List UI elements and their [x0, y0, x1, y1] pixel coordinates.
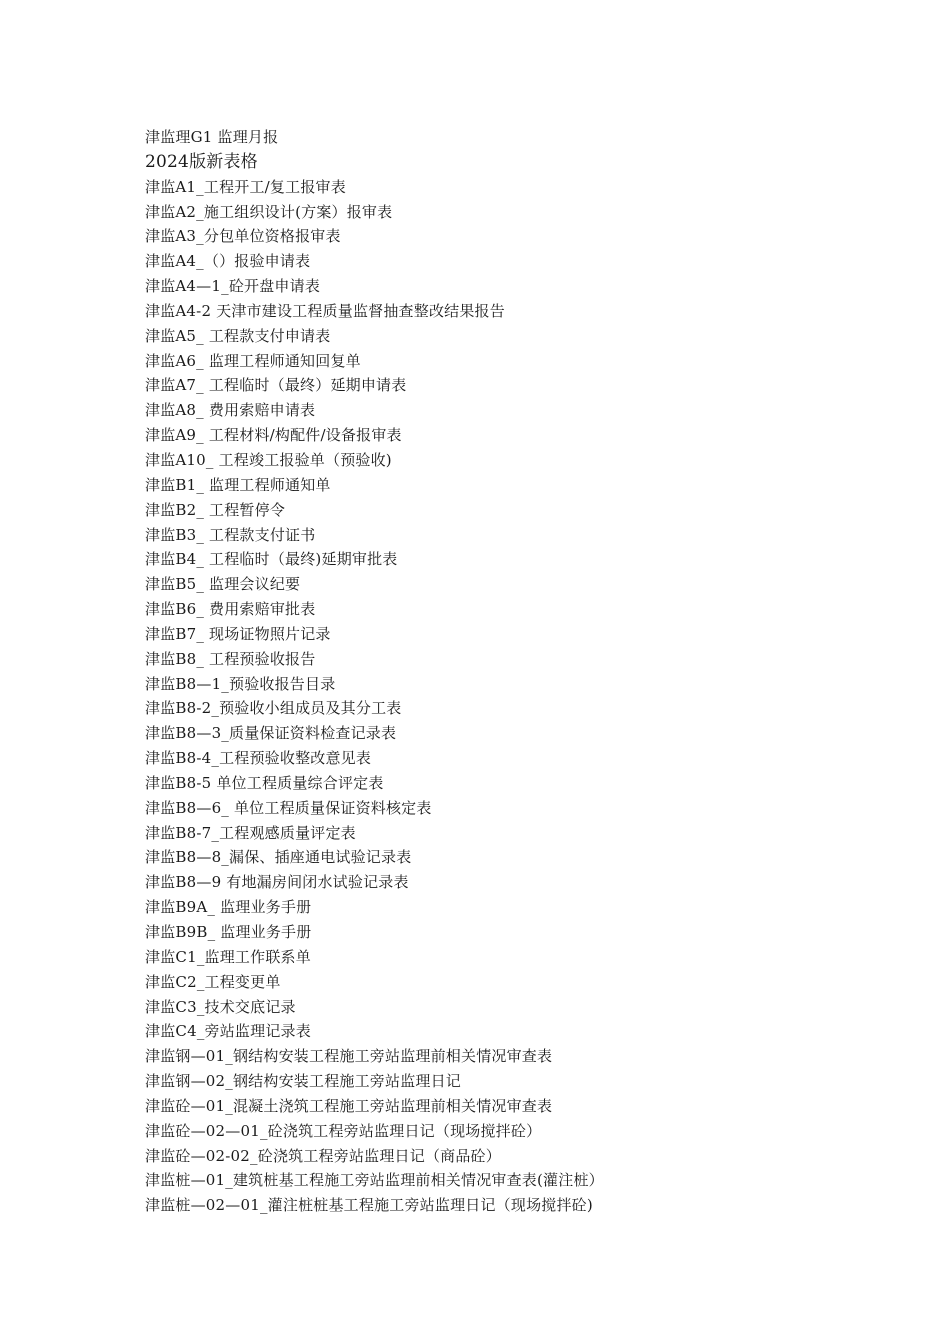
form-list-item: 津监B8—3_质量保证资料检查记录表 [145, 724, 397, 743]
form-list-item: 津监B4_ 工程临时（最终)延期审批表 [145, 550, 398, 569]
form-list-item: 津监A10_ 工程竣工报验单（预验收) [145, 450, 392, 469]
form-list-item: 津监A1_工程开工/复工报审表 [145, 177, 346, 196]
form-list-item: 津监B1_ 监理工程师通知单 [145, 475, 331, 494]
form-list-item: 津监B8—9 有地漏房间闭水试验记录表 [145, 873, 409, 892]
form-list-item: 津监A7_ 工程临时（最终）延期申请表 [145, 376, 407, 395]
form-list-item: 津监桩—01_建筑桩基工程施工旁站监理前相关情况审查表(灌注桩） [145, 1171, 604, 1190]
form-list-item: 津监C1_监理工作联系单 [145, 947, 311, 966]
form-list-item: 津监C3_技术交底记录 [145, 997, 296, 1016]
form-list-item: 津监B3_ 工程款支付证书 [145, 525, 316, 544]
form-list-item: 津监B2_ 工程暂停令 [145, 500, 286, 519]
form-list-item: 津监砼—02-02_砼浇筑工程旁站监理日记（商品砼） [145, 1146, 501, 1165]
form-list-item: 津监砼—02—01_砼浇筑工程旁站监理日记（现场搅拌砼） [145, 1121, 542, 1140]
form-list-item: 津监B8—8_漏保、插座通电试验记录表 [145, 848, 412, 867]
form-list-item: 津监B8-4_工程预验收整改意见表 [145, 749, 372, 768]
form-list-item: 津监C4_旁站监理记录表 [145, 1022, 311, 1041]
form-list-item: 津监A2_施工组织设计(方案）报审表 [145, 202, 393, 221]
form-list-item: 津监A4_（）报验申请表 [145, 252, 311, 271]
form-list-item: 津监C2_工程变更单 [145, 972, 281, 991]
form-list-item: 津监A3_分包单位资格报审表 [145, 227, 341, 246]
form-list-item: 津监砼—01_混凝土浇筑工程施工旁站监理前相关情况审查表 [145, 1096, 553, 1115]
form-list-item: 津监钢—02_钢结构安装工程施工旁站监理日记 [145, 1072, 461, 1091]
form-list-item: 津监B8-5 单位工程质量综合评定表 [145, 773, 384, 792]
form-list-item: 津监B8—6_ 单位工程质量保证资料核定表 [145, 798, 432, 817]
form-list-item: 津监A5_ 工程款支付申请表 [145, 326, 331, 345]
document-content [145, 125, 905, 1218]
form-list-item: 津监B9B_ 监理业务手册 [145, 923, 312, 941]
form-list-item: 津监钢—01_钢结构安装工程施工旁站监理前相关情况审查表 [145, 1047, 553, 1066]
form-list-item: 津监桩—02—01_灌注桩桩基工程施工旁站监理日记（现场搅拌砼) [145, 1196, 593, 1215]
form-list [145, 175, 905, 1218]
form-list-item: 津监A4—1_砼开盘申请表 [145, 277, 321, 296]
form-list-item: 津监B6_ 费用索赔审批表 [145, 600, 316, 619]
form-list-item: 津监A6_ 监理工程师通知回复单 [145, 351, 361, 370]
form-list-item: 津监B8—1_预验收报告目录 [145, 674, 336, 693]
form-list-item: 津监A8_ 费用索赔申请表 [145, 401, 316, 420]
form-list-item: 津监B8_ 工程预验收报告 [145, 649, 316, 668]
header-line: 津监理G1 监理月报 [145, 128, 279, 146]
form-list-item: 津监B8-7_工程观感质量评定表 [145, 823, 356, 842]
form-list-item: 津监B8-2_预验收小组成员及其分工表 [145, 699, 402, 718]
form-list-item: 津监B9A_ 监理业务手册 [145, 898, 312, 917]
section-title: 2024版新表格 [145, 151, 258, 172]
form-list-item: 津监B7_ 现场证物照片记录 [145, 624, 331, 643]
form-list-item: 津监B5_ 监理会议纪要 [145, 575, 301, 594]
form-list-item: 津监A9_ 工程材料/构配件/设备报审表 [145, 426, 402, 445]
form-list-item: 津监A4-2 天津市建设工程质量监督抽查整改结果报告 [145, 301, 505, 320]
